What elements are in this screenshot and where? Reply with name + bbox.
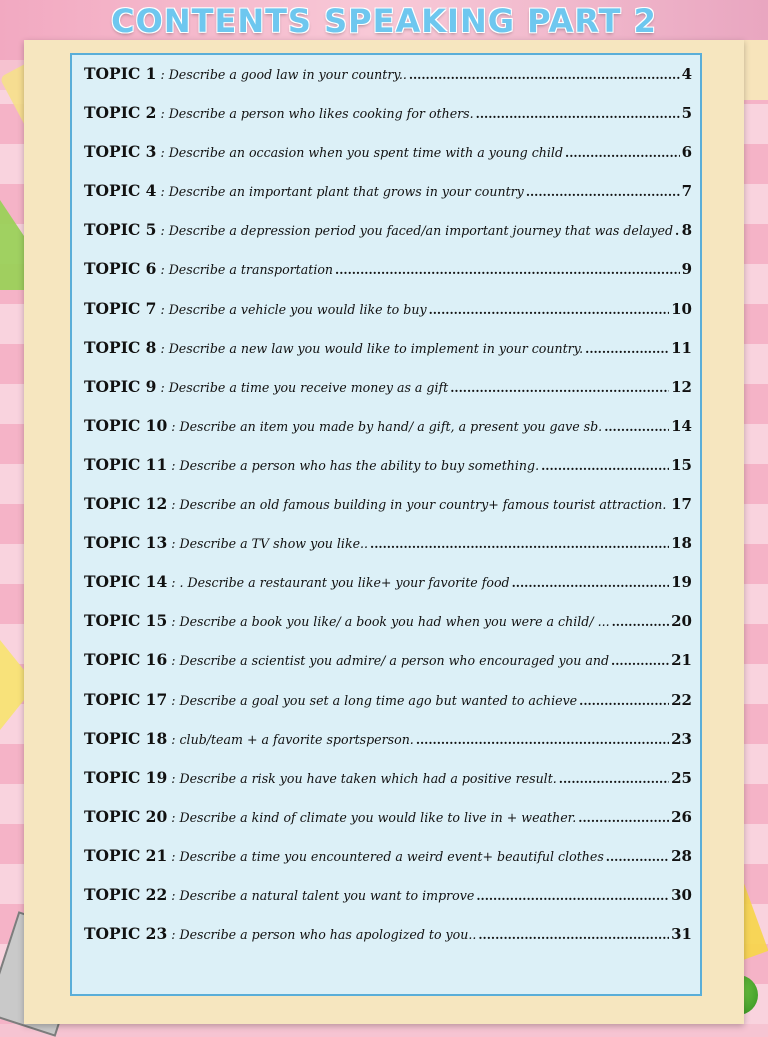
toc-entry[interactable] <box>84 843 692 882</box>
page-number: 10 <box>671 299 692 318</box>
topic-description: : Describe an old famous building in your country+ famous tourist attraction. <box>171 497 667 513</box>
toc-entry[interactable] <box>84 804 692 843</box>
dot-leader <box>526 179 680 205</box>
table-of-contents <box>84 61 692 960</box>
topic-description: : Describe a vehicle you would like to buy <box>160 301 427 317</box>
toc-entry[interactable] <box>84 139 692 178</box>
topic-label: TOPIC 10 <box>84 415 168 435</box>
dot-leader <box>478 922 669 948</box>
topic-label: TOPIC 18 <box>84 728 168 748</box>
topic-description: : . Describe a restaurant you like+ your favorite food <box>171 575 510 591</box>
dot-leader <box>578 805 669 831</box>
toc-entry[interactable] <box>84 217 692 256</box>
dot-leader <box>512 570 670 596</box>
toc-entry[interactable] <box>84 687 692 726</box>
dot-leader <box>335 257 680 283</box>
page-number: 5 <box>681 104 692 123</box>
topic-label: TOPIC 13 <box>84 533 168 553</box>
topic-description: : club/team + a favorite sportsperson. <box>171 731 414 747</box>
page-number: 11 <box>671 338 692 357</box>
page-title: CONTENTS SPEAKING PART 2 <box>111 2 657 40</box>
topic-description: : Describe a person who has apologized to you.. <box>171 927 477 943</box>
toc-entry[interactable] <box>84 491 692 530</box>
dot-leader <box>579 688 669 714</box>
dot-leader <box>476 883 669 909</box>
toc-entry[interactable] <box>84 374 692 413</box>
topic-label: TOPIC 19 <box>84 767 168 787</box>
topic-label: TOPIC 17 <box>84 689 168 709</box>
topic-label: TOPIC 1 <box>84 64 157 83</box>
dot-leader <box>585 336 669 362</box>
page-number: 28 <box>671 846 692 865</box>
topic-description: : Describe a kind of climate you would like to live in + weather. <box>171 809 577 825</box>
topic-label: TOPIC 8 <box>84 337 157 357</box>
dot-leader <box>668 492 669 518</box>
page-number: 4 <box>681 65 692 83</box>
page-number: 20 <box>671 612 692 631</box>
topic-label: TOPIC 7 <box>84 298 157 318</box>
toc-entry[interactable] <box>84 296 692 335</box>
topic-label: TOPIC 22 <box>84 884 168 904</box>
page-number: 7 <box>681 182 692 201</box>
topic-label: TOPIC 16 <box>84 650 168 670</box>
topic-description: : Describe a person who has the ability to buy something. <box>171 457 540 473</box>
topic-label: TOPIC 6 <box>84 259 157 279</box>
page-number: 15 <box>671 455 692 474</box>
topic-label: TOPIC 15 <box>84 611 168 631</box>
topic-label: TOPIC 11 <box>84 454 168 474</box>
toc-entry[interactable] <box>84 765 692 804</box>
dot-leader <box>476 101 680 127</box>
topic-label: TOPIC 5 <box>84 220 157 240</box>
toc-entry[interactable] <box>84 100 692 139</box>
topic-label: TOPIC 14 <box>84 572 168 592</box>
toc-entry[interactable] <box>84 569 692 608</box>
topic-description: : Describe a person who likes cooking for others. <box>160 106 474 122</box>
page-number: 9 <box>681 260 692 279</box>
topic-label: TOPIC 20 <box>84 806 168 826</box>
topic-description: : Describe a good law in your country.. <box>160 67 407 82</box>
topic-description: : Describe an occasion when you spent time with a young child <box>160 145 564 161</box>
toc-entry[interactable] <box>84 256 692 295</box>
page-number: 21 <box>671 651 692 670</box>
page-number: 8 <box>681 221 692 240</box>
toc-entry[interactable] <box>84 335 692 374</box>
dot-leader <box>541 453 669 479</box>
page-number: 23 <box>671 729 692 748</box>
dot-leader <box>370 531 669 557</box>
toc-entry[interactable] <box>84 61 692 100</box>
toc-entry[interactable] <box>84 452 692 491</box>
topic-label: TOPIC 12 <box>84 494 168 514</box>
topic-description: : Describe an item you made by hand/ a gift, a present you gave sb. <box>171 418 603 434</box>
page-number: 30 <box>671 885 692 904</box>
topic-label: TOPIC 2 <box>84 103 157 123</box>
page-number: 14 <box>671 416 692 435</box>
topic-description: : Describe a scientist you admire/ a person who encouraged you and <box>171 653 610 669</box>
toc-entry[interactable] <box>84 413 692 452</box>
toc-entry[interactable] <box>84 608 692 647</box>
page-number: 26 <box>671 807 692 826</box>
dot-leader <box>611 648 669 674</box>
topic-description: : Describe a time you receive money as a gift <box>160 379 449 395</box>
toc-entry[interactable] <box>84 921 692 960</box>
topic-label: TOPIC 3 <box>84 142 157 162</box>
dot-leader <box>429 297 670 323</box>
toc-entry[interactable] <box>84 882 692 921</box>
contents-panel <box>70 53 702 996</box>
topic-description: : Describe a goal you set a long time ago but wanted to achieve <box>171 692 578 708</box>
toc-entry[interactable] <box>84 178 692 217</box>
toc-entry[interactable] <box>84 647 692 686</box>
dot-leader <box>612 609 670 635</box>
page-number: 17 <box>671 495 692 514</box>
page-number: 6 <box>681 143 692 162</box>
page-number: 25 <box>671 768 692 787</box>
topic-description: : Describe a depression period you faced/an important journey that was delayed <box>160 223 674 239</box>
dot-leader <box>606 844 669 870</box>
topic-label: TOPIC 4 <box>84 181 157 201</box>
topic-description: : Describe a book you like/ a book you had when you were a child/ ... <box>171 614 610 630</box>
topic-description: : Describe a risk you have taken which had a positive result. <box>171 770 557 786</box>
page-number: 19 <box>671 573 692 592</box>
topic-label: TOPIC 23 <box>84 924 168 944</box>
dot-leader <box>409 62 680 88</box>
dot-leader <box>416 727 669 753</box>
topic-description: : Describe an important plant that grows in your country <box>160 184 524 200</box>
dot-leader <box>604 414 669 440</box>
toc-entry[interactable] <box>84 530 692 569</box>
topic-label: TOPIC 9 <box>84 376 157 396</box>
topic-description: : Describe a natural talent you want to improve <box>171 887 475 903</box>
topic-description: : Describe a TV show you like.. <box>171 536 369 552</box>
toc-entry[interactable] <box>84 726 692 765</box>
dot-leader <box>565 140 680 166</box>
topic-label: TOPIC 21 <box>84 845 168 865</box>
dot-leader <box>675 218 680 244</box>
topic-description: : Describe a time you encountered a weird event+ beautiful clothes <box>171 848 604 864</box>
topic-description: : Describe a transportation <box>160 262 334 278</box>
topic-description: : Describe a new law you would like to implement in your country. <box>160 340 584 356</box>
page-number: 18 <box>671 534 692 553</box>
page-number: 22 <box>671 690 692 709</box>
page-number: 12 <box>671 377 692 396</box>
dot-leader <box>559 766 669 792</box>
page-number: 31 <box>671 925 692 944</box>
dot-leader <box>450 375 669 401</box>
